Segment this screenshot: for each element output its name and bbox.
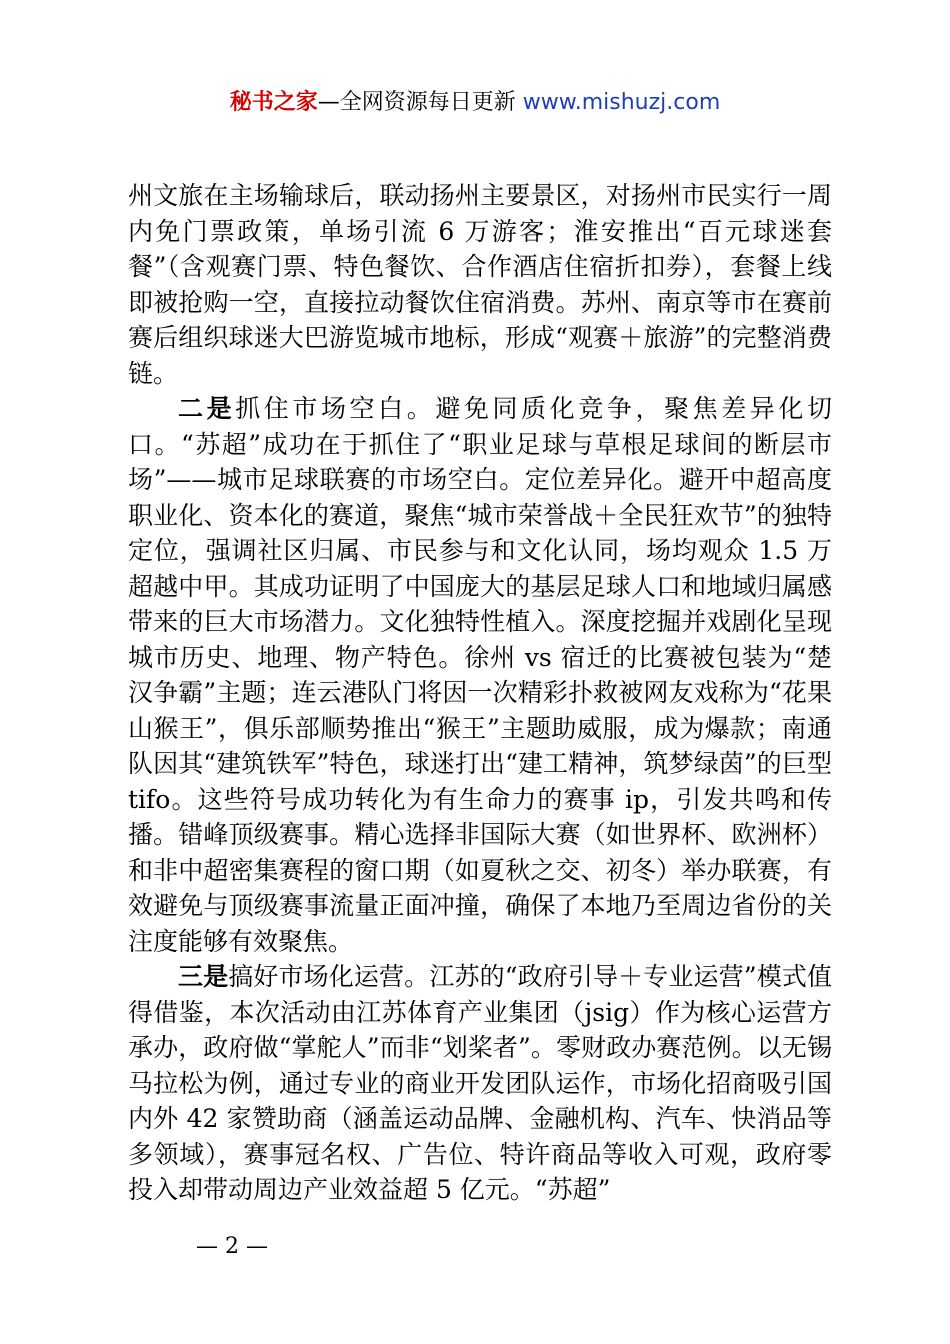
paragraph-continued bbox=[128, 178, 832, 391]
paragraph-text: 搞好市场化运营。江苏的“政府引导＋专业运营”模式值得借鉴，本次活动由江苏体育产业集团（jsig）作为核心运营方承办，政府做“掌舵人”而非“划桨者”。零财政办赛范例。以无锡马拉松为例，通过专业的商业开发团队运作，市场化招商吸引国内外 42 家赞助商（涵盖运动品牌、金融机构、汽车、快消品等多领域），赛事冠名权、广告位、特许商品等收入可观，政府零投入却带动周边产业效益超 5 亿元。“苏超” bbox=[128, 962, 832, 1204]
site-brand: 秘书之家 bbox=[229, 90, 318, 115]
paragraph-lead: 三是 bbox=[178, 962, 229, 991]
paragraph-lead: 二是 bbox=[178, 394, 236, 423]
document-body bbox=[128, 178, 832, 1208]
paragraph-text: 抓住市场空白。避免同质化竞争，聚焦差异化切口。“苏超”成功在于抓住了“职业足球与草根足球间的断层市场”——城市足球联赛的市场空白。定位差异化。避开中超高度职业化、资本化的赛道，聚焦“城市荣誉战＋全民狂欢节”的独特定位，强调社区归属、市民参与和文化认同，场均观众 1.5 万超越中甲。其成功证明了中国庞大的基层足球人口和地域归属感带来的巨大市场潜力。文化独特性植入。深度挖掘并戏剧化呈现城市历史、地理、物产特色。徐州 vs 宿迁的比赛被包装为“楚汉争霸”主题；连云港队门将因一次精彩扑救被网友戏称为“花果山猴王”，俱乐部顺势推出“猴王”主题助威服，成为爆款；南通队因其“建筑铁军”特色，球迷打出“建工精神，筑梦绿茵”的巨型 tifo。这些符号成功转化为有生命力的赛事 ip，引发共鸣和传播。错峰顶级赛事。精心选择非国际大赛（如世界杯、欧洲杯）和非中超密集赛程的窗口期（如夏秋之交、初冬）举办联赛，有效避免与顶级赛事流量正面冲撞，确保了本地乃至周边省份的关注度能够有效聚焦。 bbox=[128, 394, 832, 956]
site-url-link[interactable]: www.mishuzj.com bbox=[522, 90, 721, 115]
paragraph-point-two bbox=[128, 391, 832, 959]
page-number: — 2 — bbox=[196, 1234, 268, 1259]
site-header bbox=[0, 88, 950, 118]
paragraph-point-three bbox=[128, 959, 832, 1208]
site-tagline: —全网资源每日更新 bbox=[317, 90, 523, 115]
paragraph-text: 州文旅在主场输球后，联动扬州主要景区，对扬州市民实行一周内免门票政策，单场引流 6 万游客；淮安推出“百元球迷套餐”（含观赛门票、特色餐饮、合作酒店住宿折扣券），套餐上线即被抢购一空，直接拉动餐饮住宿消费。苏州、南京等市在赛前赛后组织球迷大巴游览城市地标，形成“观赛＋旅游”的完整消费链。 bbox=[128, 181, 832, 388]
